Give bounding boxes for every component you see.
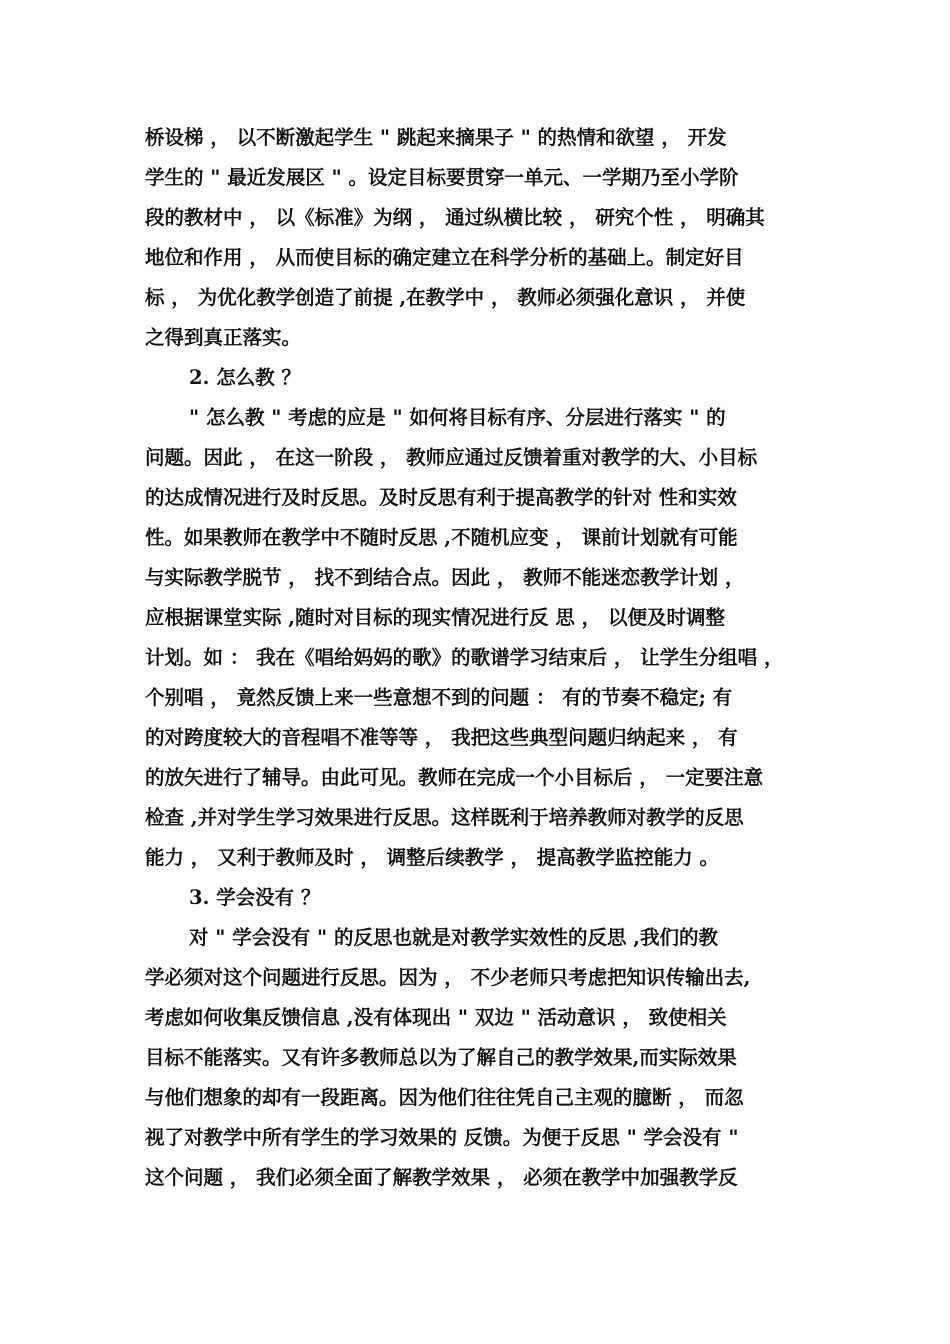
text-line: 标 ， 为优化教学创造了前提 ,在教学中 ， 教师必须强化意识 ， 并使 (145, 286, 746, 309)
text-line: 视了对教学中所有学生的学习效果的 反馈。为便于反思 " 学会没有 " (145, 1126, 739, 1149)
text-line: " 怎么教 " 考虑的应是 " 如何将目标有序、分层进行落实 " 的 (189, 406, 726, 429)
text-line: 目标不能落实。又有许多教师总以为了解自己的教学效果,而实际效果 (145, 1046, 737, 1069)
text-line: 段的教材中 ， 以《标准》为纲 ， 通过纵横比较 ， 研究个性 ， 明确其 (145, 206, 765, 229)
text-line: 之得到真正落实。 (145, 326, 302, 349)
text-line: 性。如果教师在教学中不随时反思 ,不随机应变 ， 课前计划就有可能 (145, 526, 738, 549)
text-line: 应根据课堂实际 ,随时对目标的现实情况进行反 思 ， 以便及时调整 (145, 606, 725, 629)
section-heading: 3. 学会没有 ？ (189, 886, 321, 909)
text-line: 与实际教学脱节 ， 找不到结合点。因此 ， 教师不能迷恋教学计划 ， (145, 566, 745, 589)
text-line: 计划。如 ： 我在《唱给妈妈的歌》的歌谱学习结束后 ， 让学生分组唱 ， (145, 646, 784, 669)
text-line: 检查 ,并对学生学习效果进行反思。这样既利于培养教师对教学的反思 (145, 806, 744, 829)
text-line: 学必须对这个问题进行反思。因为 ， 不少老师只考虑把知识传输出去, (145, 966, 751, 989)
text-line: 地位和作用 ， 从而使目标的确定建立在科学分析的基础上。制定好目 (145, 246, 744, 269)
text-line: 个别唱 ， 竟然反馈上来一些意想不到的问题 ： 有的节奏不稳定; 有 (145, 686, 733, 709)
text-line: 桥设梯 ， 以不断激起学生 " 跳起来摘果子 " 的热情和欲望 ， 开发 (145, 126, 727, 149)
section-heading: 2. 怎么教 ？ (189, 366, 301, 389)
text-line: 考虑如何收集反馈信息 ,没有体现出 " 双边 " 活动意识 ， 致使相关 (145, 1006, 727, 1029)
body-text (145, 118, 815, 1198)
text-line: 的放矢进行了辅导。由此可见。教师在完成一个小目标后 ， 一定要注意 (145, 766, 764, 789)
text-line: 能力 ， 又利于教师及时 ， 调整后续教学 ， 提高教学监控能力 。 (145, 846, 720, 869)
text-line: 的达成情况进行及时反思。及时反思有利于提高教学的针对 性和实效 (145, 486, 737, 509)
text-line: 学生的 " 最近发展区 " 。设定目标要贯穿一单元、一学期乃至小学阶 (145, 166, 739, 189)
text-line: 问题。因此 ， 在这一阶段 ， 教师应通过反馈着重对教学的大、小目标 (145, 446, 758, 469)
text-line: 对 " 学会没有 " 的反思也就是对教学实效性的反思 ,我们的教 (189, 926, 719, 949)
text-line: 的对跨度较大的音程唱不准等等 ， 我把这些典型问题归纳起来 ， 有 (145, 726, 738, 749)
text-line: 这个问题 ， 我们必须全面了解教学效果 ， 必须在教学中加强教学反 (145, 1166, 738, 1189)
text-line: 与他们想象的却有一段距离。因为他们往往凭自己主观的臆断 ， 而忽 (145, 1086, 744, 1109)
